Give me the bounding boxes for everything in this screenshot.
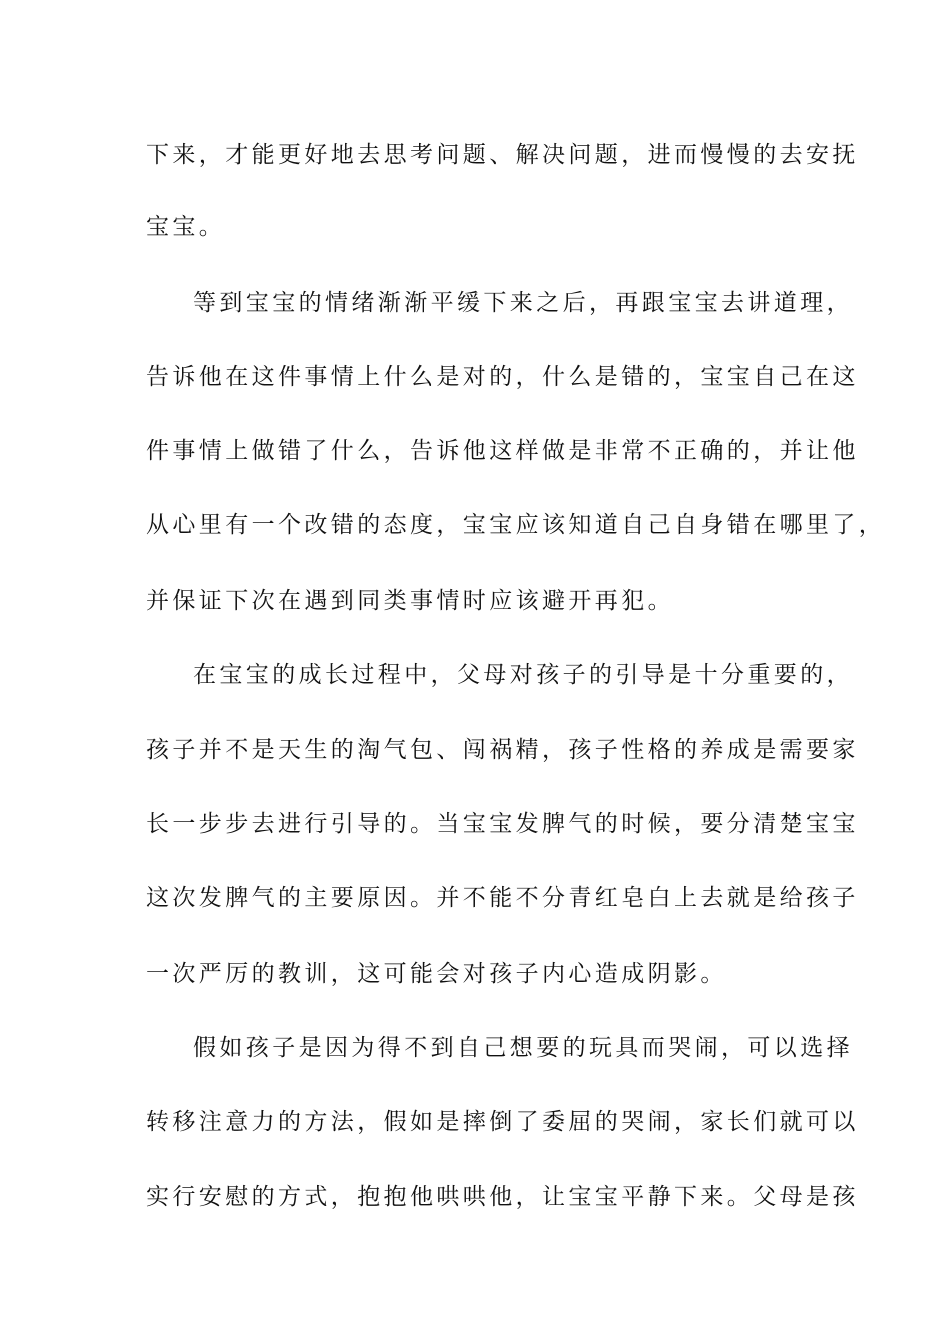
text-line: 告诉他在这件事情上什么是对的，什么是错的，宝宝自己在这: [146, 364, 859, 390]
text-line: 宝宝。: [146, 214, 226, 240]
text-line: 这次发脾气的主要原因。并不能不分青红皂白上去就是给孩子: [146, 885, 859, 911]
text-line: 件事情上做错了什么，告诉他这样做是非常不正确的，并让他: [146, 438, 859, 464]
text-line: 从心里有一个改错的态度，宝宝应该知道自己自身错在哪里了，: [146, 512, 886, 538]
text-line: 孩子并不是天生的淘气包、闯祸精，孩子性格的养成是需要家: [146, 737, 859, 763]
text-line: 长一步步去进行引导的。当宝宝发脾气的时候，要分清楚宝宝: [146, 811, 859, 837]
text-line: 实行安慰的方式，抱抱他哄哄他，让宝宝平静下来。父母是孩: [146, 1184, 859, 1210]
text-line: 一次严厉的教训，这可能会对孩子内心造成阴影。: [146, 961, 727, 987]
paragraph-first-line: 在宝宝的成长过程中，父母对孩子的引导是十分重要的，: [193, 662, 853, 688]
text-line: 转移注意力的方法，假如是摔倒了委屈的哭闹，家长们就可以: [146, 1109, 859, 1135]
paragraph-first-line: 假如孩子是因为得不到自己想要的玩具而哭闹，可以选择: [193, 1035, 853, 1061]
paragraph-first-line: 等到宝宝的情绪渐渐平缓下来之后，再跟宝宝去讲道理，: [193, 290, 853, 316]
text-line: 下来，才能更好地去思考问题、解决问题，进而慢慢的去安抚: [146, 142, 859, 168]
text-line: 并保证下次在遇到同类事情时应该避开再犯。: [146, 588, 674, 614]
